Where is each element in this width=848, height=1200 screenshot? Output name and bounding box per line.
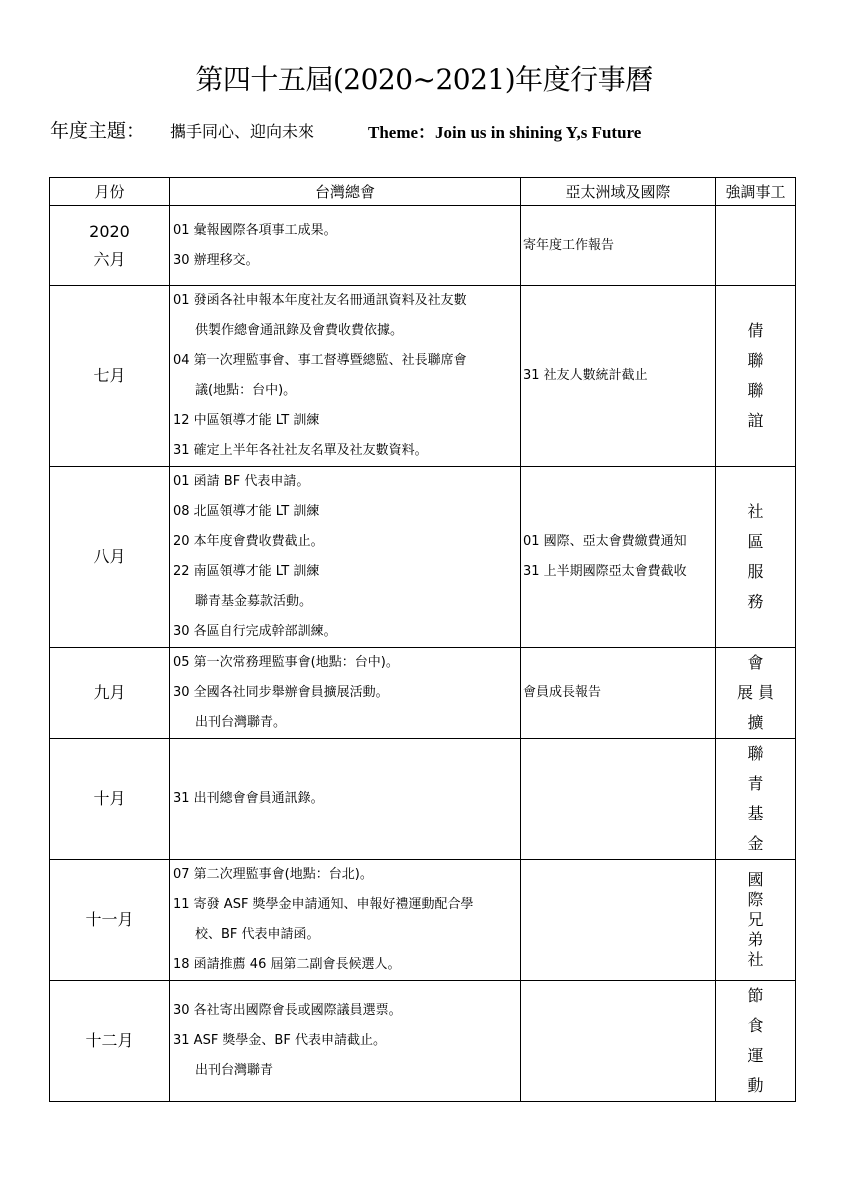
emphasis-char: 基 <box>747 804 764 823</box>
event-line: 供製作總會通訊錄及會費收費依據。 <box>195 323 404 338</box>
emphasis-cell <box>716 206 796 286</box>
event-line: 11 寄發 ASF 獎學金申請通知、申報好禮運動配合學 <box>173 897 474 912</box>
month-label: 九月 <box>93 683 126 702</box>
asia-pacific-events-cell <box>521 648 716 739</box>
event-line: 07 第二次理監事會(地點：台北)。 <box>173 867 373 882</box>
event-line: 30 各區自行完成幹部訓練。 <box>173 624 337 639</box>
header-taiwan: 台灣總會 <box>170 178 521 206</box>
month-cell <box>50 648 170 739</box>
event-line: 18 函請推薦 46 屆第二副會長候選人。 <box>173 957 401 972</box>
emphasis-char: 社 <box>747 950 764 969</box>
asia-pacific-events-cell <box>521 739 716 860</box>
emphasis-char: 兄 <box>747 910 764 929</box>
event-line: 12 中區領導才能 LT 訓練 <box>173 413 320 428</box>
event-line: 01 函請 BF 代表申請。 <box>173 474 310 489</box>
emphasis-char: 誼 <box>747 411 764 430</box>
emphasis-char: 倩 <box>747 321 764 340</box>
month-label: 十月 <box>93 789 126 808</box>
month-label: 七月 <box>93 366 126 385</box>
intl-event-line: 31 社友人數統計截止 <box>523 368 648 383</box>
emphasis-char: 金 <box>747 834 764 853</box>
emphasis-char: 際 <box>747 890 764 909</box>
month-label: 八月 <box>93 547 126 566</box>
month-cell <box>50 981 170 1102</box>
taiwan-events-cell <box>170 739 521 860</box>
intl-event-line: 31 上半期國際亞太會費截收 <box>523 564 687 579</box>
event-line: 31 確定上半年各社社友名單及社友數資料。 <box>173 443 428 458</box>
month-label: 十一月 <box>85 910 134 929</box>
table-row <box>50 860 796 981</box>
event-line: 01 發函各社申報本年度社友名冊通訊資料及社友數 <box>173 293 467 308</box>
table-row <box>50 286 796 467</box>
emphasis-char: 食 <box>747 1016 764 1035</box>
table-row <box>50 467 796 648</box>
emphasis-cell <box>716 981 796 1102</box>
header-emphasis: 強調事工 <box>716 178 796 206</box>
emphasis-cell <box>716 860 796 981</box>
emphasis-char: 擴 <box>747 713 764 732</box>
taiwan-events-cell <box>170 648 521 739</box>
theme-chinese: 攜手同心、迎向未來 <box>170 122 315 141</box>
table-row <box>50 206 796 286</box>
emphasis-cell <box>716 739 796 860</box>
month-cell <box>50 206 170 286</box>
event-line: 20 本年度會費收費截止。 <box>173 534 324 549</box>
theme-line <box>50 116 830 144</box>
event-line: 31 出刊總會會員通訊錄。 <box>173 791 324 806</box>
month-label: 2020 <box>89 221 130 241</box>
emphasis-char: 青 <box>747 774 764 793</box>
emphasis-char: 服 <box>747 562 764 581</box>
emphasis-char: 運 <box>747 1046 764 1065</box>
event-line: 出刊台灣聯青。 <box>195 715 287 730</box>
emphasis-cell <box>716 286 796 467</box>
taiwan-events-cell <box>170 860 521 981</box>
asia-pacific-events-cell <box>521 981 716 1102</box>
header-month: 月份 <box>50 178 170 206</box>
event-line: 04 第一次理監事會、事工督導暨總監、社長聯席會 <box>173 353 467 368</box>
intl-event-line: 01 國際、亞太會費繳費通知 <box>523 534 687 549</box>
asia-pacific-events-cell <box>521 206 716 286</box>
event-line: 30 各社寄出國際會長或國際議員選票。 <box>173 1003 402 1018</box>
header-asia-pacific: 亞太洲域及國際 <box>521 178 716 206</box>
calendar-body <box>50 206 796 1102</box>
month-label: 六月 <box>93 249 126 269</box>
month-cell <box>50 467 170 648</box>
event-line: 出刊台灣聯青 <box>195 1063 274 1078</box>
month-cell <box>50 286 170 467</box>
asia-pacific-events-cell <box>521 286 716 467</box>
taiwan-events-cell <box>170 206 521 286</box>
theme-english: Theme：Join us in shining Y,s Future <box>368 123 642 142</box>
event-line: 校、BF 代表申請函。 <box>195 927 320 942</box>
taiwan-events-cell <box>170 286 521 467</box>
table-row <box>50 648 796 739</box>
event-line: 08 北區領導才能 LT 訓練 <box>173 504 320 519</box>
emphasis-char: 聯 <box>747 381 764 400</box>
asia-pacific-events-cell <box>521 467 716 648</box>
event-line: 30 辦理移交。 <box>173 252 259 268</box>
event-line: 22 南區領導才能 LT 訓練 <box>173 564 320 579</box>
emphasis-char: 務 <box>747 592 764 611</box>
header-row <box>50 178 796 206</box>
emphasis-char: 會 <box>747 653 764 672</box>
emphasis-cell <box>716 648 796 739</box>
event-line: 01 彙報國際各項事工成果。 <box>173 222 337 238</box>
emphasis-char: 弟 <box>747 930 764 949</box>
taiwan-events-cell <box>170 467 521 648</box>
emphasis-char: 區 <box>747 532 764 551</box>
intl-event-line: 寄年度工作報告 <box>523 237 615 253</box>
month-cell <box>50 860 170 981</box>
emphasis-char: 動 <box>747 1076 764 1095</box>
emphasis-char: 聯 <box>747 744 764 763</box>
page-title: 第四十五屆(2020~2021)年度行事曆 <box>195 63 653 96</box>
calendar-table <box>49 177 796 1102</box>
asia-pacific-events-cell <box>521 860 716 981</box>
month-label: 十二月 <box>85 1031 134 1050</box>
emphasis-char: 聯 <box>747 351 764 370</box>
emphasis-char: 展 員 <box>736 683 775 702</box>
event-line: 30 全國各社同步舉辦會員擴展活動。 <box>173 685 389 700</box>
month-cell <box>50 739 170 860</box>
event-line: 聯青基金募款活動。 <box>195 594 313 609</box>
emphasis-cell <box>716 467 796 648</box>
taiwan-events-cell <box>170 981 521 1102</box>
theme-label: 年度主題： <box>50 120 146 142</box>
emphasis-char: 國 <box>747 870 764 889</box>
emphasis-char: 節 <box>747 986 764 1005</box>
event-line: 05 第一次常務理監事會(地點：台中)。 <box>173 655 399 670</box>
table-row <box>50 739 796 860</box>
event-line: 31 ASF 獎學金、BF 代表申請截止。 <box>173 1033 386 1048</box>
event-line: 議(地點：台中)。 <box>195 383 297 398</box>
intl-event-line: 會員成長報告 <box>523 685 602 700</box>
table-row <box>50 981 796 1102</box>
emphasis-char: 社 <box>747 502 764 521</box>
